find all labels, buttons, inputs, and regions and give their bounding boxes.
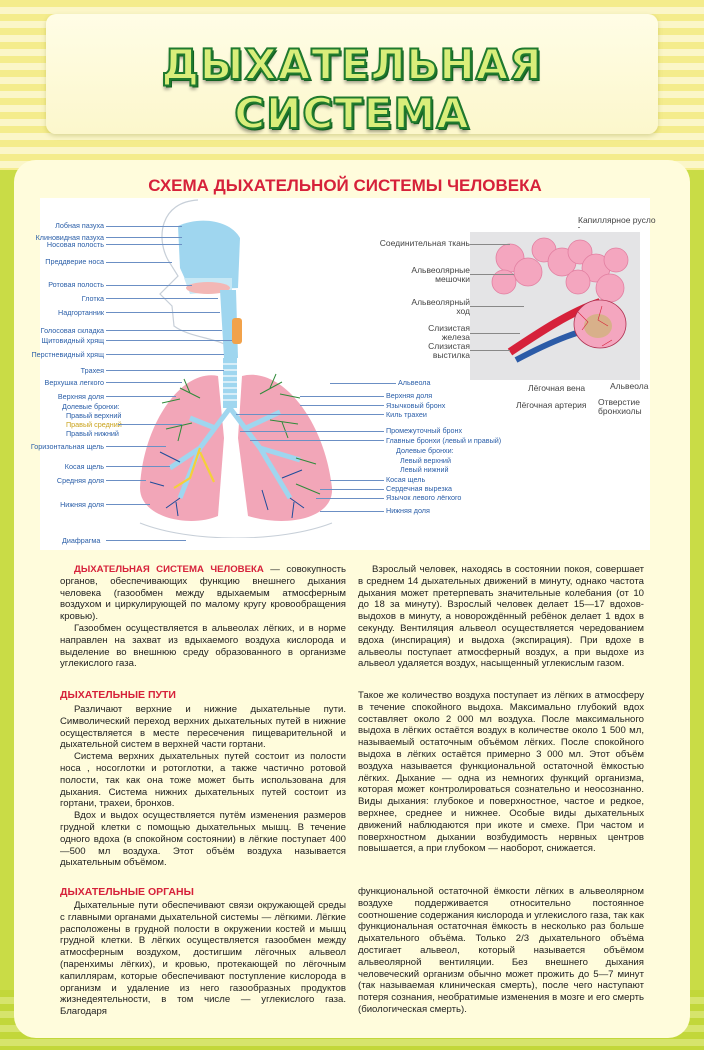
label-alveola-detail: Альвеола: [610, 381, 649, 391]
label-lingular-bronchus: Язычковый бронх: [386, 401, 446, 410]
organs-text: Дыхательные пути обеспечивают связи окружающей среды с главными органами дыхательной системы — лёгкими. Лёгкие расположены в грудной полости в окружении костей и мышц грудной клетки. В лёгких осуществляется газообмен между атмосферным воздухом, достигшим лёгочных альвеол (паренхимы лёгких), и кровью, протекающей по лёгочным капиллярам, которые обеспечивают поступление кислорода в организм и удаление из него газообразных продуктов жизнедеятельности, в том числе — углекислого газа. Благодаря: [60, 900, 346, 1018]
label-pulmonary-artery: Лёгочная артерия: [516, 400, 587, 410]
label-nasal-cavity: Носовая полость: [46, 240, 104, 249]
organs-heading: ДЫХАТЕЛЬНЫЕ ОРГАНЫ: [60, 886, 194, 898]
label-cardiac-notch: Сердечная вырезка: [386, 484, 452, 493]
intro-text: ДЫХАТЕЛЬНАЯ СИСТЕМА ЧЕЛОВЕКА — совокупность органов, обеспечивающих функцию внешнего дыхания человека (газообмен между вдыхаемым атмосферным воздухом и циркулирующей по малому кругу кровообращения кровью). Газообмен осуществляется в альвеолах лёгких, и в норме направлен на захват из вдыхаемого воздуха кислорода и выделение во внешнюю среду образованного в организме углекислого газа.: [60, 564, 347, 670]
label-lobar-bronchi-right: Долевые бронхи:: [62, 402, 120, 411]
label-thyroid-cartilage: Щитовидный хрящ: [41, 336, 104, 345]
label-carina: Киль трахеи: [386, 410, 427, 419]
label-frontal-sinus: Лобная пазуха: [55, 221, 104, 230]
airways-heading: ДЫХАТЕЛЬНЫЕ ПУТИ: [60, 689, 176, 701]
label-lung-apex: Верхушка легкого: [44, 378, 104, 387]
label-lower-lobe-left: Нижняя доля: [386, 506, 430, 515]
label-bronchiole-opening-1: Отверстие: [598, 397, 640, 407]
label-sphenoid-sinus: Клиновидная пазуха: [35, 233, 104, 242]
lung-volumes-text: Такое же количество воздуха поступает из лёгких в атмосферу в течение спокойного выдоха. Максимально глубокий вдох составляет около 2 000 мл воздуха. После максимального выдоха в лёгких остаётся воздух в количестве около 1 500 мл, называемый остаточным объёмом лёгких. После спокойного выдоха в лёгких остаётся примерно 3 000 мл. Этот объём воздуха называется функциональной остаточной ёмкостью лёгких. Дыхание — одна из немногих функций организма, которая может контролироваться сознательно и неосознанно. Виды дыхания: глубокое и поверхностное, частое и редкое, верхнее, среднее и нижнее. Особые виды дыхательных движений наблюдаются при икоте и смехе. При частом и поверхностном дыхании возбудимость нервных центров повышается, а при глубоком — наоборот, снижается.: [358, 690, 644, 855]
label-mucous-lining-2: выстилка: [432, 350, 470, 360]
label-lingula: Язычок левого лёгкого: [386, 493, 462, 502]
airways-text: Различают верхние и нижние дыхательные пути. Символический переход верхних дыхательных путей в нижние осуществляется в месте пересечения пищеварительной и дыхательной систем в верхней части гортани. Система верхних дыхательных путей состоит из полости носа , носоглотки и ротоглотки, а также частично ротовой полости, так как она тоже может быть использована для дыхания. Система нижних дыхательных путей состоит из гортани, трахеи, бронхов. Вдох и выдох осуществляется путём изменения размеров грудной клетки с помощью дыхательных мышц. В течение одного вдоха (в спокойном состоянии) в лёгкие поступает 400—500 мл воздуха. Этот объём воздуха называется дыхательным объёмом.: [60, 704, 346, 869]
label-alveolar-sacs-1: Альвеолярные: [411, 265, 470, 275]
label-middle-lobe: Средняя доля: [56, 476, 104, 485]
label-alveolar-duct-1: Альвеолярный: [411, 297, 470, 307]
label-mucous-gland-2: железа: [441, 332, 470, 342]
label-left-lower: Левый нижний: [400, 465, 449, 474]
label-right-middle: Правый средний: [66, 420, 122, 429]
label-lower-lobe-right: Нижняя доля: [60, 500, 104, 509]
label-epiglottis: Надгортанник: [58, 308, 104, 317]
label-oblique-fissure-left: Косая щель: [386, 475, 426, 484]
residual-capacity-text: функциональной остаточной ёмкости лёгких в альвеолярном воздухе поддерживается относительно постоянное соотношение содержания кислорода и углекислого газа, так как функциональная остаточная ёмкость в несколько раз больше дыхательного объёма. Только 2/3 дыхательного объёма достигает альвеол, который называется объёмом альвеолярной вентиляции. Без внешнего дыхания человеческий организм обычно может прожить до 5—7 минут (так называемая клиническая смерть), после чего наступают потеря сознания, необратимые изменения в мозге и его смерть (биологическая смерть).: [358, 886, 644, 1015]
label-alveola: Альвеола: [398, 378, 431, 387]
label-horizontal-fissure: Горизонтальная щель: [30, 442, 104, 451]
label-oblique-fissure-right: Косая щель: [64, 462, 104, 471]
label-bronchiole-opening-2: бронхиолы: [598, 406, 642, 416]
intro-lead: ДЫХАТЕЛЬНАЯ СИСТЕМА ЧЕЛОВЕКА: [74, 564, 264, 575]
label-nasal-vestibule: Преддверие носа: [45, 257, 104, 266]
respiratory-illustration: [120, 198, 410, 538]
label-mucous-lining-1: Слизистая: [428, 341, 470, 351]
label-main-bronchi: Главные бронхи (левый и правый): [386, 436, 502, 445]
page-title: ДЫХАТЕЛЬНАЯ СИСТЕМА: [161, 40, 543, 138]
label-mucous-gland-1: Слизистая: [428, 323, 470, 333]
label-vocal-fold: Голосовая складка: [40, 326, 104, 335]
label-capillary-bed: Капиллярное русло: [578, 215, 656, 225]
label-oral-cavity: Ротовая полость: [48, 280, 104, 289]
label-right-lower: Правый нижний: [66, 429, 119, 438]
scheme-title: СХЕМА ДЫХАТЕЛЬНОЙ СИСТЕМЫ ЧЕЛОВЕКА: [148, 176, 542, 195]
label-lobar-bronchi-left: Долевые бронхи:: [396, 446, 454, 455]
label-upper-lobe-left: Верхняя доля: [386, 391, 433, 400]
label-intermediate-bronchus: Промежуточный бронх: [386, 426, 463, 435]
label-right-upper: Правый верхний: [66, 411, 122, 420]
label-alveolar-sacs-2: мешочки: [435, 274, 470, 284]
label-diaphragm: Диафрагма: [62, 536, 101, 545]
breathing-rate-text: Взрослый человек, находясь в состоянии покоя, совершает в среднем 14 дыхательных движений в минуту, однако частота дыхания может претерпевать значительные колебания (от 10 до 18 за минуту). Взрослый человек делает 15—17 вдохов-выдохов в минуту, а новорождённый ребёнок делает 1 вдох в секунду. Вентиляция альвеол осуществляется чередованием вдоха (инспирация) и выдоха (экспирация). При вдохе в альвеолы поступает атмосферный воздух, а при выдохе из альвеол удаляется воздух, насыщенный углекислым газом.: [358, 564, 644, 670]
label-left-upper: Левый верхний: [400, 456, 451, 465]
label-pharynx: Глотка: [81, 294, 104, 303]
label-cricoid-cartilage: Перстневидный хрящ: [31, 350, 104, 359]
label-connective-tissue: Соединительная ткань: [379, 238, 470, 248]
label-trachea: Трахея: [80, 366, 104, 375]
label-upper-lobe-right: Верхняя доля: [57, 392, 104, 401]
label-pulmonary-vein: Лёгочная вена: [528, 383, 586, 393]
label-alveolar-duct-2: ход: [456, 306, 470, 316]
